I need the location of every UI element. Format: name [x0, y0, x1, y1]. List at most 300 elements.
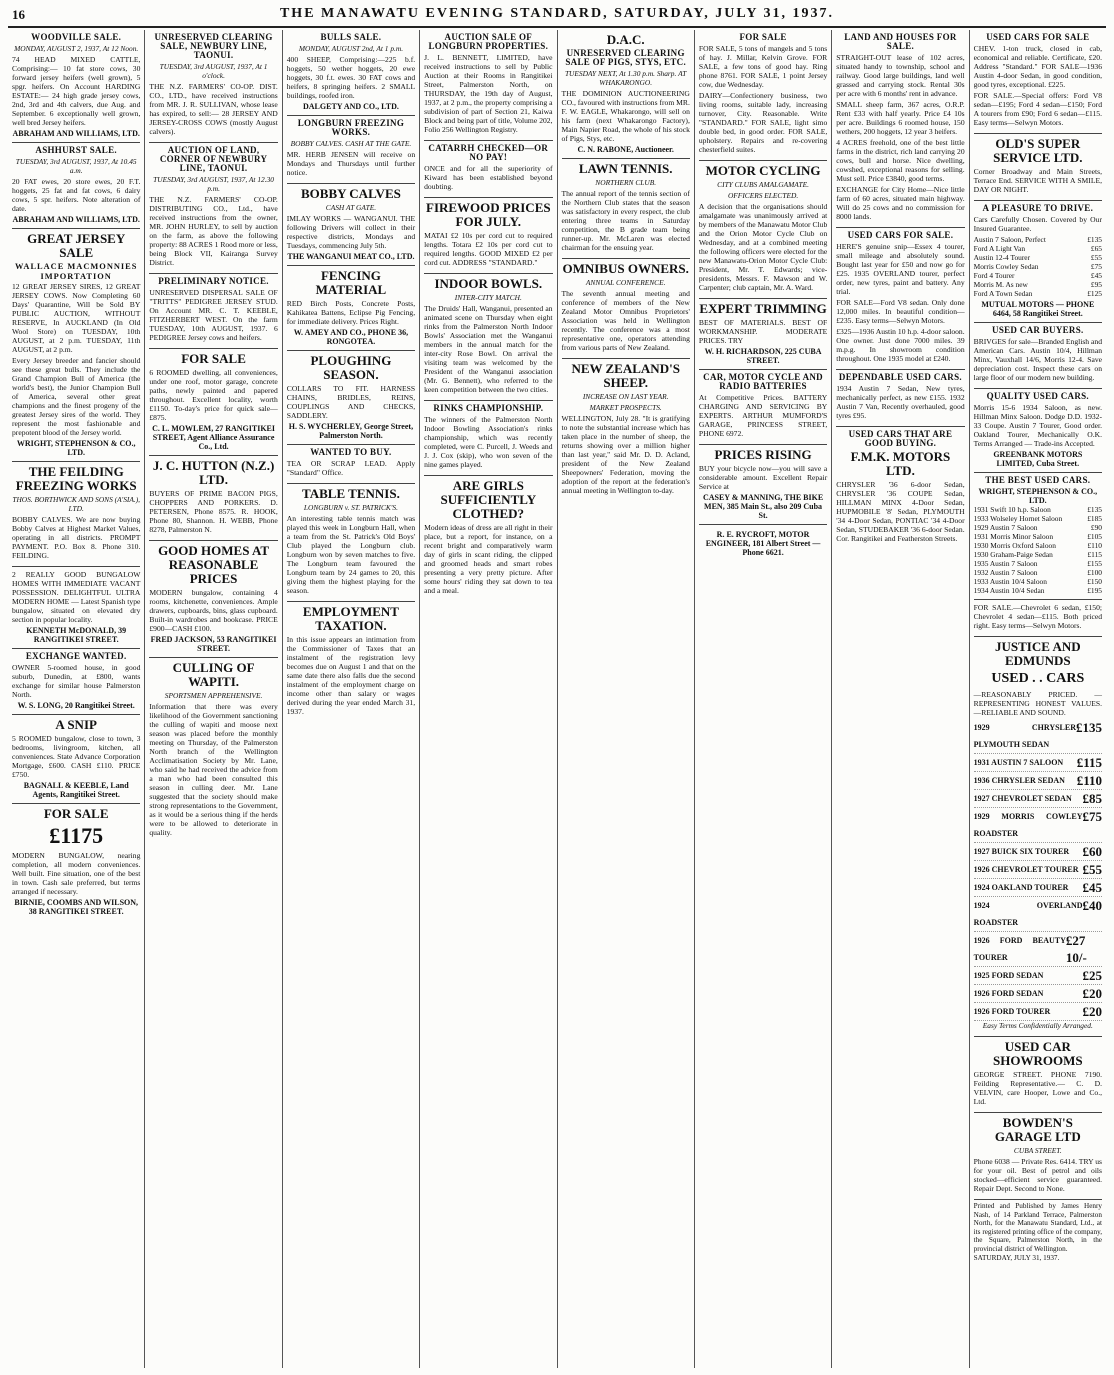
article-title: ARE GIRLS SUFFICIENTLY CLOTHED? [440, 478, 537, 521]
ad-signature: CASEY & MANNING, THE BIKE MEN, 385 Main St., also 209 Cuba St. [702, 493, 824, 520]
ad-heading: EXCHANGE WANTED. [25, 651, 127, 661]
ad-body: 20 FAT ewes, 20 store ewes, 20 F.T. hoggets, 25 fat and fat cows, 6 dairy cows, 5 spr. heifers. Note alteration of date. [12, 177, 141, 213]
car-name: 1924 OAKLAND TOURER [973, 883, 1069, 892]
car-price-row [974, 808, 1102, 843]
ad-heading: LAND AND HOUSES FOR SALE. [844, 32, 957, 51]
car-name: 1924 OVERLAND ROADSTER [973, 901, 1083, 927]
ad-date: MONDAY, AUGUST 2, 1937, At 12 Noon. [14, 44, 139, 53]
article-subtitle: LONGBURN v. ST. PATRICK'S. [303, 503, 398, 512]
ad-body: CHEV. 1-ton truck, closed in cab, economical and reliable. Certificate, £20. Address "Standard." FOR SALE—1936 Austin 4-door Sedan, in good condition, good tyres, exceptional. £225. [973, 44, 1102, 89]
article-body: An interesting table tennis match was played this week in Longburn Hall, when a team from the St. Patrick's Old Boys' Club played the Longburn club. Longburn won by seven matches to five. The Longburn team favoured the Longburn team by 24 games to 20, this giving them the highest playing for the season. [286, 514, 416, 595]
ad-date: TUESDAY NEXT, At 1.30 p.m. Sharp. AT WHAKARONGO. [564, 69, 687, 87]
car-name: Morris Cowley Sedan [973, 262, 1039, 271]
ad-subtitle: THOS. BORTHWICK AND SONS (A'SIA.), LTD. [12, 495, 141, 513]
car-price-row [974, 861, 1102, 879]
article-body: In this issue appears an intimation from the Commissioner of Taxes that an instalment of the registration levy becomes due on August 1 and that on the same date there also falls due the second instalment of the employment charge on income other than salary or wages derived during the year ended March 31, 1937. [286, 635, 416, 716]
car-price: £155 [1087, 559, 1102, 568]
ad-heading: CAR, MOTOR CYCLE AND RADIO BATTERIES [703, 372, 823, 391]
ad-body: ONCE and for all the superiority of Kiward has been established beyond doubting. [424, 164, 553, 191]
ad-body: FOR SALE.—Chevrolet 6 sedan, £150; Chevrolet 4 sedan—£115. Both priced right. Easy terms—Selwyn Motors. [973, 603, 1102, 630]
ad-prices-rising [699, 445, 827, 525]
column-7 [832, 30, 969, 1368]
car-list-item [974, 253, 1102, 262]
ad-signature: ABRAHAM AND WILLIAMS, LTD. [12, 129, 140, 138]
ad-firewood-prices [424, 198, 552, 274]
car-price: £115 [1087, 550, 1102, 559]
car-price-row [974, 967, 1102, 985]
car-price: £125 [1087, 289, 1102, 298]
ad-signature: BAGNALL & KEEBLE, Land Agents, Rangitikei Street. [23, 781, 129, 799]
ad-chevrolet-sale [974, 600, 1102, 637]
car-list-item [974, 244, 1102, 253]
ad-body: Corner Broadway and Main Streets, Terrace End. SERVICE WITH A SMILE, DAY OR NIGHT. [973, 167, 1102, 194]
article-girls-clothed [424, 476, 552, 601]
ad-subtitle: BOBBY CALVES. CASH AT THE GATE. [290, 139, 412, 148]
ad-body-2: FOR SALE—Ford V8 sedan. Only done 12,000 miles. In beautiful condition—£235. Easy terms—Selwyn Motors. [836, 298, 965, 325]
ad-title: FOR SALE [43, 806, 109, 821]
car-price: £90 [1090, 523, 1102, 532]
ad-footer-note: Easy Terms Confidentially Arranged. [982, 1021, 1093, 1030]
ad-subtitle: CUBA STREET. [1013, 1146, 1062, 1155]
car-price: £195 [1087, 586, 1102, 595]
ad-bowdens-garage [974, 1113, 1102, 1200]
article-subtitle: SPORTSMEN APPREHENSIVE. [164, 691, 263, 700]
car-name: Morris M. As new [973, 280, 1028, 289]
ad-heading: BULLS SALE. [320, 32, 382, 42]
ad-body: STRAIGHT-OUT lease of 102 acres, situated handy to township, school and railway. Good large buildings, land well grassed and carrying stock. Rental 30s per acre with 6 months' rent in advance. [836, 53, 965, 98]
ad-body-2: Every Jersey breeder and fancier should see these great bulls. They include the Grand Champion Bull of America (the world's best), the Junior Champion Bull of America, several other great champions and the finest progeny of the greatest Jersey sires of the world. They represent the most fashionable and prepotent blood of the Jersey world. [12, 356, 141, 437]
ad-body: COLLARS TO FIT. HARNESS CHAINS, BRIDLES, REINS, COUPLINGS AND CHECKS, SADDLERY. [286, 384, 416, 420]
ad-signature: FRED JACKSON, 53 RANGITIKEI STREET. [150, 635, 277, 653]
ad-body-2: SMALL sheep farm, 367 acres, O.R.P. Rent £33 with half yearly. Price £4 10s per acre. Buildings 6 roomed house, 150 wethers, 200 hoggets, 12 year 3 heifers. [836, 100, 965, 136]
columns [8, 30, 1106, 1368]
car-name: 1931 Morris Minor Saloon [973, 532, 1054, 541]
ad-signature: WRIGHT, STEPHENSON & CO., LTD. [16, 439, 136, 457]
column-1 [8, 30, 145, 1368]
car-name: 1926 FORD BEAUTY TOURER [973, 936, 1066, 962]
article-subtitle-2: MARKET PROSPECTS. [589, 403, 662, 412]
ad-date: TUESDAY, 3rd AUGUST, 1937, At 1 o'clock. [159, 62, 268, 80]
ad-pleasure-to-drive [974, 201, 1102, 323]
article-culling-of-wapiti [149, 658, 277, 843]
car-name: 1935 Austin 7 Saloon [973, 559, 1038, 568]
car-list-item [974, 586, 1102, 595]
car-price-row [974, 843, 1102, 861]
ad-signature: WRIGHT, STEPHENSON & CO., LTD. [978, 487, 1098, 505]
article-title: LAWN TENNIS. [578, 161, 673, 176]
ad-title: BOWDEN'S GARAGE LTD [994, 1115, 1081, 1144]
car-price-row [974, 719, 1102, 754]
ad-heading: FOR SALE [739, 32, 787, 42]
car-price: £110 [1087, 541, 1102, 550]
car-price: £25 [1082, 968, 1102, 983]
car-name: Ford 4 Tourer [973, 271, 1015, 280]
article-body: The winners of the Palmerston North Indoor Bowling Association's rinks championship, which was recently completed, were C. Purcell, J. Weeds and J. J. Cox (skip), who won seven of the nine games played. [424, 415, 553, 469]
ad-signature: KENNETH McDONALD, 39 RANGITIKEI STREET. [26, 626, 127, 644]
ad-exchange-wanted [12, 649, 140, 715]
ad-dac-clearing-sale [562, 30, 690, 159]
ad-body: Morris 15-6 1934 Saloon, as new. Hillman Minx Saloon. Dodge D.D. 1932-33 Coupe. Austin 7 Tourer, Good order. Oakland Tourer, Mechanically O.K. Terms Arranged — Trade-ins Accepted. [973, 403, 1102, 448]
article-title: EMPLOYMENT TAXATION. [302, 604, 399, 633]
ad-longburn-freezing-works [287, 116, 415, 184]
ad-title: FOR SALE [181, 351, 246, 366]
ad-bulls-sale [287, 30, 415, 116]
ad-for-sale-bungalow [12, 804, 140, 920]
article-rinks-championship [424, 401, 552, 476]
ad-land-and-houses [836, 30, 964, 228]
imprint-text: Printed and Published by James Henry Nash, of 14 Parkland Terrace, Palmerston North, for the Manawatu Standard, Ltd., at its registered printing office of the company, the Square, Palmerston North, in the provincial district of Wellington. [973, 1202, 1102, 1253]
car-name: 1926 FORD SEDAN [973, 989, 1044, 998]
ad-body: 74 HEAD MIXED CATTLE, Comprising:— 10 fat store cows, 30 forward jersey heifers (well grown), 5 spgr. heifers. On Account HARDING ESTATE:— 24 high grade jersey cows, 2nd, 3rd and 4th calvers, due Aug. and September. 6 exceptionally well grown, well bred Jersey heifers. [12, 55, 141, 127]
article-body: WELLINGTON, July 28. "It is gratifying to note the substantial increase which has taken place in the number of sheep, the returns showing over a million higher than last year," said Mr. D. D. Acland, president of the New Zealand Sheepowners' Federation, moving the adoption of the report at the federation's annual meeting in Wellington to-day. [561, 414, 690, 495]
publisher-imprint [974, 1200, 1102, 1262]
column-6 [695, 30, 832, 1368]
car-list-item [974, 532, 1102, 541]
car-name: 1931 Swift 10 h.p. Saloon [973, 505, 1051, 514]
ad-heading: AUCTION OF LAND, CORNER OF NEWBURY LINE, TAONUI. [159, 145, 268, 173]
car-price-row [974, 932, 1102, 967]
ad-ploughing-season [287, 351, 415, 445]
ad-olds-super-service [974, 134, 1102, 201]
car-name: 1929 Austin 7 Saloon [973, 523, 1038, 532]
ad-great-jersey-sale [12, 229, 140, 462]
ad-heading: UNRESERVED CLEARING SALE, NEWBURY LINE, TAONUI. [154, 32, 273, 60]
ad-heading: USED CARS FOR SALE. [847, 230, 954, 240]
car-price-row [974, 772, 1102, 790]
article-title: TABLE TENNIS. [302, 486, 400, 501]
ad-body: At Competitive Prices. BATTERY CHARGING AND SERVICING BY EXPERTS. ARTHUR MUMFORD'S GARAGE, PRINCESS STREET, PHONE 6972. [698, 393, 828, 438]
car-price: £150 [1087, 577, 1102, 586]
ad-bungalow-homes [12, 567, 140, 649]
article-body: Modern ideas of dress are all right in their place, but a report, for instance, on a recent bright and comparatively warm day of girls in scant riding, the clipped and groomed heads and smart robes presenting a very pretty picture. After some hours' riding they sat down to tea and a meal. [424, 523, 553, 595]
ad-signature: H. S. WYCHERLEY, George Street, Palmerston North. [288, 422, 414, 440]
ad-body: OWNER 5-roomed house, in good suburb, Dunedin, at £800, wants exchange for similar house Palmerston North. [12, 663, 141, 699]
ad-title: OLD'S SUPER SERVICE LTD. [993, 136, 1083, 165]
ad-justice-and-edmunds [974, 637, 1102, 1037]
ad-title: PRICES RISING [714, 447, 812, 462]
column-5 [558, 30, 695, 1368]
ad-title: F.M.K. MOTORS LTD. [850, 449, 951, 478]
ad-hutton [149, 456, 277, 541]
ad-body: J. L. BENNETT, LIMITED, have received instructions to sell by Public Auction at their Rooms in Rangitikei Street, Palmerston North, on THURSDAY, the 19th day of August, 1937, at 2 p.m., the property comprising a subdivision of part of Section 21, Kaiwa Block and being part of title, Volume 202, Folio 256 Wellington Registry. [424, 53, 553, 134]
ad-body-2: FOR SALE.—Special offers: Ford V8 sedan—£195; Ford 4 sedan—£150; Ford A tourers from £90; Ford 6 sedan—£115. Easy terms—Selwyn Motors. [973, 91, 1102, 127]
ad-body: 1934 Austin 7 Sedan, New tyres, mechanically perfect, as new £155. 1932 Austin 7 Van, Recently overhauled, good tyres £95. [836, 384, 965, 420]
ad-heading: USED CARS THAT ARE GOOD BUYING. [848, 429, 953, 448]
car-list-item [974, 523, 1102, 532]
article-motor-cycling [699, 161, 827, 299]
car-list-item [974, 568, 1102, 577]
ad-heading: QUALITY USED CARS. [986, 391, 1089, 401]
car-list-item [974, 235, 1102, 244]
ad-a-snip [12, 715, 140, 804]
car-price: £75 [1090, 262, 1102, 271]
ad-signature: DALGETY AND CO., LTD. [303, 102, 399, 111]
ad-body: MODERN bungalow, containing 4 rooms, kitchenette, conveniences. Ample drawers, cupboards, bins, glass cupboard. Built-in wardrobes and bookcase. PRICE £900—CASH £100. [149, 588, 278, 633]
article-subtitle: INTER-CITY MATCH. [454, 293, 522, 302]
column-2 [145, 30, 282, 1368]
car-list-item [974, 550, 1102, 559]
car-list-item [974, 577, 1102, 586]
ad-signature: GREENBANK MOTORS LIMITED, Cuba Street. [993, 450, 1083, 468]
ad-signature: W. AMEY AND CO., PHONE 36, RONGOTEA. [293, 328, 409, 346]
ad-body-4: EXCHANGE for City Home—Nice little farm of 60 acres, situated main highway. Will do 25 cows and no commission for 8000 lands. [836, 185, 965, 221]
ad-body: 6 ROOMED dwelling, all conveniences, under one roof, motor garage, concrete paths, newly painted and papered throughout. Excellent locality, worth £1150. To-day's price for quick sale—£875. [149, 368, 278, 422]
page-number: 16 [12, 7, 25, 22]
car-price: £100 [1087, 568, 1102, 577]
ad-body: IMLAY WORKS — WANGANUI. THE following Drivers will collect in their respective districts, Mondays and Tuesdays, commencing July 5th. [286, 214, 416, 250]
ad-title: J. C. HUTTON (N.Z.) LTD. [152, 458, 275, 487]
article-heading: RINKS CHAMPIONSHIP. [433, 403, 544, 413]
car-price: £27 10/- [1065, 933, 1087, 965]
article-title: MOTOR CYCLING [705, 163, 821, 178]
ad-rycroft [699, 525, 827, 561]
article-subtitle-2: OFFICERS ELECTED. [727, 191, 799, 200]
ad-body: CHRYSLER '36 6-door Sedan, CHRYSLER '36 COUPE Sedan, HILLMAN MINX 4-Door Sedan, HUPMOBILE '8' Sedan, PLYMOUTH '34 4-Door Sedan, PONTIAC '34 4-Door Sedan, STUDEBAKER '36 6-door Sedan. Cor. Rangitikei and Featherston Streets. [836, 480, 965, 543]
ad-title: USED CAR SHOWROOMS [993, 1039, 1083, 1068]
ad-signature: C. N. RABONE, Auctioneer. [577, 145, 674, 154]
ad-heading: LONGBURN FREEZING WORKS. [297, 118, 405, 137]
ad-body: Phone 6038 — Private Res. 6414. TRY us for your oil. Best of petrol and oils stocked—efficient service guaranteed. Repair Dept. Second to None. [973, 1157, 1102, 1193]
car-name: 1929 MORRIS COWLEY ROADSTER [973, 812, 1083, 838]
car-list-item [974, 262, 1102, 271]
ad-body: BUY your bicycle now—you will save a considerable amount. Excellent Repair Service at [698, 464, 828, 491]
ad-signature: C. L. MOWLEM, 27 RANGITIKEI STREET, Agent Alliance Assurance Co., Ltd. [152, 424, 276, 451]
ad-signature: MUTUAL MOTORS — PHONE 6464, 58 Rangitikei Street. [981, 300, 1095, 318]
ad-title: EXPERT TRIMMING [699, 301, 827, 316]
car-name: 1933 Austin 10/4 Saloon [973, 577, 1047, 586]
ad-good-homes [149, 541, 277, 658]
car-name: 1930 Morris Oxford Saloon [973, 541, 1056, 550]
car-price: £40 [1082, 898, 1102, 913]
ad-body: BOBBY CALVES. We are now buying Bobby Calves at Highest Market Values, operating in all districts. PROMPT PAYMENT. P.O. Box 8. Phone 310. FEILDING. [12, 515, 141, 560]
article-body: The annual report of the tennis section of the Northern Club states that the season was satisfactory in every respect, the club entering three teams in Saturday competition, the B grade team being runner-up. Mr. McLaren was elected chairman for the ensuing year. [561, 189, 690, 252]
car-price: £45 [1090, 271, 1102, 280]
ad-body: HERE'S genuine snip—Essex 4 tourer, small mileage and absolutely sound. Bought last year for £50 and now go for £25. 1935 OVERLAND tourer, perfect order, new tyres, paint and battery. Any trial. [836, 242, 965, 296]
car-price: £20 [1082, 986, 1102, 1001]
car-list-item [974, 541, 1102, 550]
ad-preliminary-notice [149, 274, 277, 349]
ad-price: £1175 [49, 823, 104, 848]
car-price: £135 [1087, 235, 1102, 244]
ad-date: TUESDAY, 3rd AUGUST, 1937, At 10.45 a.m. [15, 157, 137, 175]
car-name: 1926 FORD TOURER [973, 1007, 1051, 1016]
ad-fmk-motors [836, 427, 964, 549]
ad-title: GOOD HOMES AT REASONABLE PRICES [158, 543, 270, 586]
ad-ashhurst-sale [12, 143, 140, 229]
car-price: £45 [1082, 880, 1102, 895]
article-lawn-tennis [562, 159, 690, 259]
car-list-item [974, 559, 1102, 568]
ad-body: Cars Carefully Chosen. Covered by Our Insured Guarantee. [973, 215, 1102, 233]
car-price: £65 [1090, 244, 1102, 253]
ad-heading: WANTED TO BUY. [310, 447, 392, 457]
car-price: £95 [1090, 280, 1102, 289]
car-name: 1931 AUSTIN 7 SALOON [973, 758, 1064, 767]
ad-body: 2 REALLY GOOD BUNGALOW HOMES WITH IMMEDIATE VACANT POSSESSION. DELIGHTFUL ULTRA MODERN HOME — Latest Spanish type bungalow, situated on elevated dry section in popular locality. [12, 570, 141, 624]
ad-subtitle: USED . . CARS [991, 671, 1085, 686]
car-price: £55 [1082, 862, 1102, 877]
ad-body: 400 SHEEP, Comprising:—225 b.f. hoggets, 50 wether hoggets, 20 ewe hoggets, 30 f.t. ewes. 30 FAT cows and heifers, 8 springing heifers. 2 SMALL buildings, roofed iron. [286, 55, 416, 100]
ad-used-car-buyers [974, 323, 1102, 389]
ad-date: MONDAY, AUGUST 2nd, At 1 p.m. [298, 44, 404, 53]
car-price: £135 [1076, 720, 1102, 735]
ad-heading: USED CARS FOR SALE [986, 32, 1090, 42]
column-3 [283, 30, 420, 1368]
car-name: 1927 CHEVROLET SEDAN [973, 794, 1072, 803]
ad-body-3: 4 ACRES freehold, one of the best little farms in the district, rich land carrying 20 cows, bull and horse. Nice dwelling, cowshed, exceptional reasons for selling. Must sell. Price £3840, good terms. [836, 138, 965, 183]
car-name: 1936 CHRYSLER SEDAN [973, 776, 1065, 785]
ad-body: BUYERS OF PRIME BACON PIGS, CHOPPERS AND PORKERS. D. PETERSEN, Phone 8575. R. HOOK, Phone 80, Shannon. H. WEBB, Phone 8278, Palmerston N. [149, 489, 278, 534]
ad-fencing-material [287, 266, 415, 351]
ad-title: FENCING MATERIAL [315, 268, 387, 297]
ad-title: GREAT JERSEY SALE [27, 231, 126, 260]
car-list-item [974, 514, 1102, 523]
masthead [8, 4, 1106, 28]
article-body: The seventh annual meeting and conference of members of the New Zealand Motor Omnibus Proprietors' Association was held in Wellington recently. The conference was a most representative one, operators attending from various parts of New Zealand. [561, 289, 690, 352]
ad-used-car-showrooms [974, 1037, 1102, 1113]
ad-signature: W. S. LONG, 20 Rangitikei Street. [17, 701, 135, 710]
ad-signature: THE WANGANUI MEAT CO., LTD. [287, 252, 415, 261]
ad-heading: UNRESERVED CLEARING SALE OF PIGS, STYS, ETC. [565, 48, 687, 67]
ad-used-cars-for-sale [974, 30, 1102, 134]
car-name: 1932 Austin 7 Saloon [973, 568, 1038, 577]
car-name: Ford A Light Van [973, 244, 1026, 253]
car-name: 1930 Graham-Paige Sedan [973, 550, 1053, 559]
ad-dependable-used-cars [836, 370, 964, 427]
ad-auction-of-land [149, 143, 277, 274]
car-price: £115 [1076, 755, 1102, 770]
ad-heading: A PLEASURE TO DRIVE. [982, 203, 1094, 213]
car-price: £185 [1087, 514, 1102, 523]
car-name: 1927 BUICK SIX TOURER [973, 847, 1070, 856]
article-body: Information that there was every likelihood of the Government sanctioning the culling of wapiti and moose next season was placed before the monthly meeting on Thursday, of the Palmerston North branch of the Wellington Acclimatisation Society by Mr. Lane, who said he had received the advice from a man who had been consulted this season in culling deer. Mr. Lane suggested that the society should make strong representations to the Government, as it would be a serious thing if the herds were to be allowed to deteriorate in quality. [149, 702, 278, 837]
car-price: £105 [1087, 532, 1102, 541]
car-name: 1933 Wolseley Hornet Saloon [973, 514, 1063, 523]
article-body: The Druids' Hall, Wanganui, presented an animated scene on Thursday when eight rinks from the Palmerston North Indoor Bowls' Association met the Wanganui members in the annual match for the inter-city Rose Bowl. On arrival the visiting team was welcomed by the President of the Wanganui association (Mr. G. Bennett), who referred to the keen competition between the two cities. [424, 304, 553, 394]
ad-signature: R. E. RYCROFT, MOTOR ENGINEER, 181 Albert Street — Phone 6621. [705, 530, 821, 557]
ad-title: BOBBY CALVES [301, 186, 401, 201]
ad-body-2: DAIRY—Confectionery business, two living rooms, suitable lady, increasing turnover, City. Reasonable. Write "STANDARD." FOR SALE, light simo double bed, in good order. FOR SALE, upholstery. Repairs and re-covering chesterfield suites. [698, 91, 828, 154]
article-title: OMNIBUS OWNERS. [562, 261, 689, 276]
ad-banner: WALLACE MACMONNIES IMPORTATION [14, 262, 138, 281]
ad-wanted-to-buy [287, 445, 415, 484]
article-title: CULLING OF WAPITI. [172, 660, 255, 689]
car-price: £75 [1082, 809, 1102, 824]
ad-title: A SNIP [55, 717, 97, 732]
article-indoor-bowls [424, 274, 552, 401]
car-price-row [974, 879, 1102, 897]
ad-quality-used-cars [974, 389, 1102, 473]
ad-heading: USED CAR BUYERS. [992, 325, 1084, 335]
ad-body: —REASONABLY PRICED. —REPRESENTING HONEST VALUES. —RELIABLE AND SOUND. [973, 690, 1102, 717]
article-title: INDOOR BOWLS. [434, 276, 543, 291]
ad-body: MR. HERB JENSEN will receive on Mondays and Thursdays until further notice. [286, 150, 416, 177]
car-list-item [974, 289, 1102, 298]
ad-batteries [699, 370, 827, 445]
ad-newbury-clearing-sale [149, 30, 277, 143]
ad-heading: AUCTION SALE OF LONGBURN PROPERTIES. [428, 32, 549, 51]
ad-title: FIREWOOD PRICES FOR JULY. [426, 200, 551, 229]
ad-feilding-freezing-works [12, 462, 140, 567]
car-name: Austin 7 Saloon, Perfect [973, 235, 1046, 244]
ad-heading: PRELIMINARY NOTICE. [158, 276, 269, 286]
car-list-item [974, 271, 1102, 280]
car-price: £20 [1082, 1004, 1102, 1019]
ad-used-cars-classifieds [836, 228, 964, 370]
article-body: A decision that the organisations should amalgamate was unanimously arrived at by members of the Manawatu Motor Club and the Orion Motor Cycle Club on Wednesday, and at a combined meeting the following officers were elected for the new Manawatu-Orion Motor Cycle Club: President, Mr. T. Edwards; vice-presidents, Messrs. F. Mawson and W. Carpenter; club captain, Mr. A. Ward. [698, 202, 828, 292]
ad-longburn-properties [424, 30, 552, 141]
ad-signature: ABRAHAM AND WILLIAMS, LTD. [12, 215, 140, 224]
car-price-row [974, 1003, 1102, 1021]
car-name: Austin 12-4 Tourer [973, 253, 1031, 262]
ad-body: MODERN BUNGALOW, nearing completion, all modern conveniences. Well built. Fine situation, one of the best in town. Cash sale preferred, but terms arranged if necessary. [12, 851, 141, 896]
ad-body: BEST OF MATERIALS. BEST OF WORKMANSHIP. MODERATE PRICES. TRY [698, 318, 828, 345]
car-name: 1925 FORD SEDAN [973, 971, 1044, 980]
car-price: £85 [1082, 791, 1102, 806]
ad-subtitle: CASH AT GATE. [325, 203, 377, 212]
car-price-row [974, 985, 1102, 1003]
ad-heading: WOODVILLE SALE. [31, 32, 122, 42]
article-subtitle: NORTHERN CLUB. [595, 178, 657, 187]
article-employment-taxation [287, 602, 415, 722]
column-4 [420, 30, 557, 1368]
ad-bobby-calves [287, 184, 415, 266]
imprint-date: SATURDAY, JULY 31, 1937. [973, 1253, 1060, 1262]
article-subtitle: INCREASE ON LAST YEAR. [582, 392, 669, 401]
ad-body: UNRESERVED DISPERSAL SALE OF "TRITTS" PEDIGREE JERSEY STUD. On Account MR. C. T. KEEBLE, FITZHERBERT WEST. On the farm TUESDAY, 10th AUGUST, 1937. 6 PEDIGREE Jersey cows and heifers. [149, 288, 278, 342]
car-name: 1926 CHEVROLET TOURER [973, 865, 1079, 874]
ad-body: 5 ROOMED bungalow, close to town, 3 bedrooms, livingroom, kitchen, all conveniences. State Advance Corporation Mortgage, £600. CASH £110. PRICE £750. [12, 734, 141, 779]
ad-heading: CATARRH CHECKED—OR NO PAY! [428, 143, 549, 162]
car-name: Ford A Town Sedan [973, 289, 1033, 298]
ad-title: D.A.C. [606, 32, 645, 47]
ad-expert-trimming [699, 299, 827, 370]
masthead-title: THE MANAWATU EVENING STANDARD, SATURDAY, JULY 31, 1937. [279, 6, 835, 21]
ad-body: BRIVGES for sale—Branded English and American Cars. Austin 10/4, Hillman Minx, Vauxhall 14/6, Morris 12-4. Save depreciation cost. Inspect these cars on large floor of our modern new building. [973, 337, 1102, 382]
ad-for-sale-dwelling [149, 349, 277, 456]
car-price-row [974, 790, 1102, 808]
ad-body-3: £325—1936 Austin 10 h.p. 4-door saloon. One owner. Just done 7000 miles. 39 m.p.g. In showroom condition throughout. One 1935 model at £240. [836, 327, 965, 363]
ad-best-used-cars [974, 473, 1102, 600]
car-name: 1929 CHRYSLER PLYMOUTH SEDAN [973, 723, 1076, 749]
ad-signature: BIRNIE, COOMBS AND WILSON, 38 RANGITIKEI STREET. [14, 898, 139, 916]
ad-title: THE FEILDING FREEZING WORKS [15, 464, 137, 493]
car-price-row [974, 754, 1102, 772]
article-table-tennis [287, 484, 415, 602]
car-price-row [974, 897, 1102, 932]
ad-body: 12 GREAT JERSEY SIRES, 12 GREAT JERSEY COWS. Now Completing 60 Days' Quarantine, Will be Sold BY PUBLIC AUCTION, WITHOUT RESERVE, In AUCKLAND (In Old Wool Store) on TUESDAY, 10th AUGUST, at 2 p.m. TUESDAY, 11th AUGUST, at 2 p.m. [12, 282, 141, 354]
column-8 [970, 30, 1106, 1368]
ad-body: FOR SALE, 5 tons of mangels and 5 tons of hay. J. Millar, Kelvin Grove. FOR SALE, a few tons of good hay. Ring phone 8761. FOR SALE, 1 point Jersey cow, due Wednesday. [698, 44, 828, 89]
ad-title: JUSTICE AND EDMUNDS [995, 639, 1081, 668]
car-price: £60 [1082, 844, 1102, 859]
car-list-item [974, 505, 1102, 514]
ad-body: THE N.Z. FARMERS' CO-OP. DIST. CO., LTD., have received instructions from MR. J. R. SULLIVAN, whose lease has expired, to sell:— 28 JERSEY AND JERSEY-CROSS COWS (mostly August calvers). [149, 82, 278, 136]
car-price: £55 [1090, 253, 1102, 262]
article-title: NEW ZEALAND'S SHEEP. [571, 361, 680, 390]
ad-catarrh [424, 141, 552, 198]
article-subtitle: ANNUAL CONFERENCE. [585, 278, 666, 287]
article-omnibus-owners [562, 259, 690, 359]
article-nz-sheep [562, 359, 690, 501]
car-price: £110 [1076, 773, 1102, 788]
ad-body: THE N.Z. FARMERS' CO-OP. DISTRIBUTING CO., Ltd., have received instructions from the owner, MR. JOHN HURLEY, to sell by auction on the farm, as above the following property: 88 ACRES 1 Rood more or less, being Block VII, Kairanga Survey District. [149, 195, 278, 267]
car-price: £135 [1087, 505, 1102, 514]
ad-signature: W. H. RICHARDSON, 225 CUBA STREET. [704, 347, 822, 365]
ad-for-sale-classifieds [699, 30, 827, 161]
ad-body: MATAI £2 10s per cord cut to required lengths. Totara £2 10s per cord cut to required lengths. GOOD MIXED £2 per cord cut. ADDRESS "STANDARD." [424, 231, 553, 267]
car-list-item [974, 280, 1102, 289]
